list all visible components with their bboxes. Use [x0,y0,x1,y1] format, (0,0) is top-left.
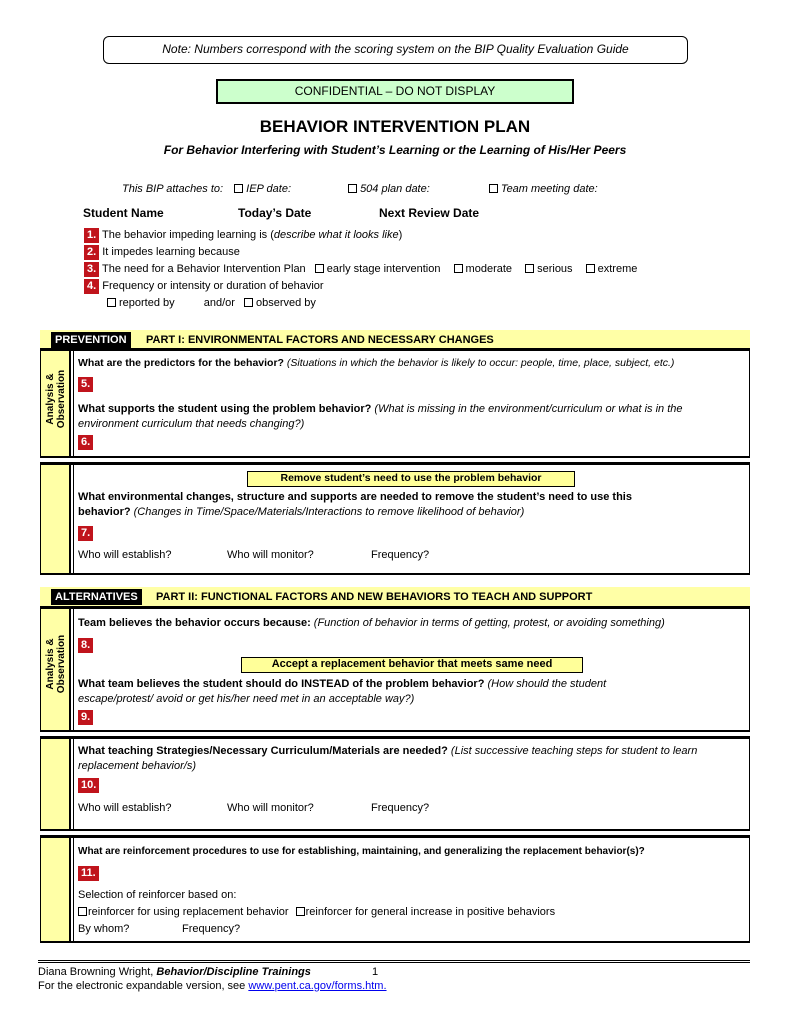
plan504-label: 504 plan date: [360,183,430,195]
p2-who-establish: Who will establish? [78,802,172,814]
item-1-text: The behavior impeding learning is ( [102,229,274,241]
extreme-label: extreme [597,263,638,275]
part2b-side-panel [41,739,71,829]
by-whom-label: By whom? [78,923,130,935]
p2-frequency-2: Frequency? [182,923,241,935]
part2c-side-divider [71,838,74,941]
q7-hint: (Changes in Time/Space/Materials/Interactions to remove likelihood of behavior) [133,506,525,518]
selection-label: Selection of reinforcer based on: [78,889,237,901]
item-4-options [107,297,316,309]
q10-hint: (List successive teaching steps for student to learn [450,745,698,757]
moderate-label: moderate [465,263,513,275]
part2-box-reinforcement [40,835,750,943]
part1-side-line2: Observation [56,369,67,429]
part2-side-line2: Observation [56,634,67,694]
item-6-number: 6. [78,435,93,450]
iep-label: IEP date: [246,183,291,195]
extreme-checkbox[interactable] [586,264,595,273]
q5-text [78,357,743,369]
page-title: BEHAVIOR INTERVENTION PLAN [259,117,531,136]
remove-banner: Remove student’s need to use the problem behavior [247,471,575,487]
rf2-label: reinforcer for general increase in positive behaviors [305,906,556,918]
p2-who-monitor: Who will monitor? [227,802,314,814]
p1-who-monitor: Who will monitor? [227,549,314,561]
q6-text [78,402,743,432]
todays-date-label: Today’s Date [238,206,312,220]
q11-question: What are reinforcement procedures to use for establishing, maintaining, and generalizing the replacement behavior(s)? [78,846,645,857]
q10-question: What teaching Strategies/Necessary Curriculum/Materials are needed? [78,745,448,757]
footer-author: Diana Browning Wright, [38,966,154,978]
prevention-tag: PREVENTION [51,332,131,348]
p1-frequency: Frequency? [371,549,430,561]
part2-side-divider [71,609,74,730]
part1-box-remove [40,462,750,575]
footer-text: For the electronic expandable version, see [38,980,246,992]
q5-hint: (Situations in which the behavior is likely to occur: people, time, place, subject, etc.) [286,357,675,369]
part1-title: PART I: ENVIRONMENTAL FACTORS AND NECESSARY CHANGES [146,334,494,346]
q10-text [78,744,743,774]
q10-hint-2: replacement behavior/s) [78,760,197,772]
q9-text [78,677,743,707]
attaches-label: This BIP attaches to: [122,183,224,195]
p1-who-establish: Who will establish? [78,549,172,561]
item-7-number: 7. [78,526,93,541]
iep-checkbox[interactable] [234,184,243,193]
part1-side-line1: Analysis & [45,373,56,425]
q9-question: What team believes the student should do INSTEAD of the problem behavior? [78,678,485,690]
andor-label: and/or [203,297,235,309]
item-4-number: 4. [84,279,99,294]
alternatives-tag: ALTERNATIVES [51,589,142,605]
item-8-number: 8. [78,638,93,653]
part2c-side-panel [41,838,71,941]
footer-trainings: Behavior/Discipline Trainings [156,966,311,978]
moderate-checkbox[interactable] [454,264,463,273]
item-3-number: 3. [84,262,99,277]
part1b-side-divider [71,465,74,573]
q9-hint: (How should the student [487,678,607,690]
item-1-close: ) [398,229,403,241]
part2b-side-divider [71,739,74,829]
next-review-label: Next Review Date [379,206,480,220]
item-4-text: Frequency or intensity or duration of behavior [102,280,324,292]
footer-line1 [38,966,750,978]
note-box [103,36,688,64]
part1-side-label [45,359,67,439]
q8-text [78,617,743,629]
rf2-checkbox[interactable] [296,907,305,916]
item-4 [84,279,324,294]
accept-banner: Accept a replacement behavior that meets same need [241,657,583,673]
part2-box-analysis [40,606,750,732]
footer-line2 [38,980,387,992]
q7-text [78,490,743,520]
q8-question: Team believes the behavior occurs because: [78,617,311,629]
reinforcer-options [78,906,555,918]
team-label: Team meeting date: [500,183,598,195]
early-label: early stage intervention [326,263,441,275]
item-3-text: The need for a Behavior Intervention Plan [102,263,306,275]
note-text: Note: Numbers correspond with the scoring system on the BIP Quality Evaluation Guide [162,42,629,56]
item-1-hint: describe what it looks like [273,229,399,241]
part2-box-teaching [40,736,750,831]
confidential-text: CONFIDENTIAL – DO NOT DISPLAY [294,84,496,98]
observed-label: observed by [255,297,316,309]
observed-checkbox[interactable] [244,298,253,307]
item-10-number: 10. [78,778,99,793]
part2-side-line1: Analysis & [45,638,56,690]
page-number: 1 [371,966,379,978]
team-checkbox[interactable] [489,184,498,193]
rf1-checkbox[interactable] [78,907,87,916]
serious-label: serious [537,263,573,275]
item-3 [84,262,637,277]
page-subtitle: For Behavior Interfering with Student’s Learning or the Learning of His/Her Peers [163,143,627,157]
student-name-label: Student Name [83,206,164,220]
serious-checkbox[interactable] [525,264,534,273]
attaches-row [122,183,722,195]
footer-rule [38,960,750,963]
part1-side-divider [71,351,74,456]
item-2-number: 2. [84,245,99,260]
q8-hint: (Function of behavior in terms of getting, protest, or avoiding something) [313,617,665,629]
item-2 [84,245,240,260]
item-1-number: 1. [84,228,99,243]
item-5-number: 5. [78,377,93,392]
q5-question: What are the predictors for the behavior? [78,357,284,369]
reported-checkbox[interactable] [107,298,116,307]
early-checkbox[interactable] [315,264,324,273]
p2-frequency: Frequency? [371,802,430,814]
part1-box-analysis [40,348,750,458]
q6-hint: (What is missing in the environment/curriculum or what is in the [374,403,683,415]
part1b-side-panel [41,465,71,573]
item-2-text: It impedes learning because [102,246,240,258]
q6-question: What supports the student using the problem behavior? [78,403,372,415]
confidential-banner [216,79,574,104]
q6-hint-2: environment curriculum that needs changing?) [78,418,305,430]
reported-label: reported by [119,297,175,309]
rf1-label: reinforcer for using replacement behavior [88,906,289,918]
plan504-checkbox[interactable] [348,184,357,193]
q7-question: What environmental changes, structure and supports are needed to remove the student’s need to use this [78,491,632,503]
part2-title: PART II: FUNCTIONAL FACTORS AND NEW BEHAVIORS TO TEACH AND SUPPORT [156,591,593,603]
footer-link[interactable]: www.pent.ca.gov/forms.htm. [248,980,387,992]
item-9-number: 9. [78,710,93,725]
item-11-number: 11. [78,866,99,881]
item-1 [84,228,402,243]
part2-side-label [45,624,67,704]
q9-hint-2: escape/protest/ avoid or get his/her need met in an acceptable way?) [78,693,415,705]
q7-question-2: behavior? [78,506,131,518]
